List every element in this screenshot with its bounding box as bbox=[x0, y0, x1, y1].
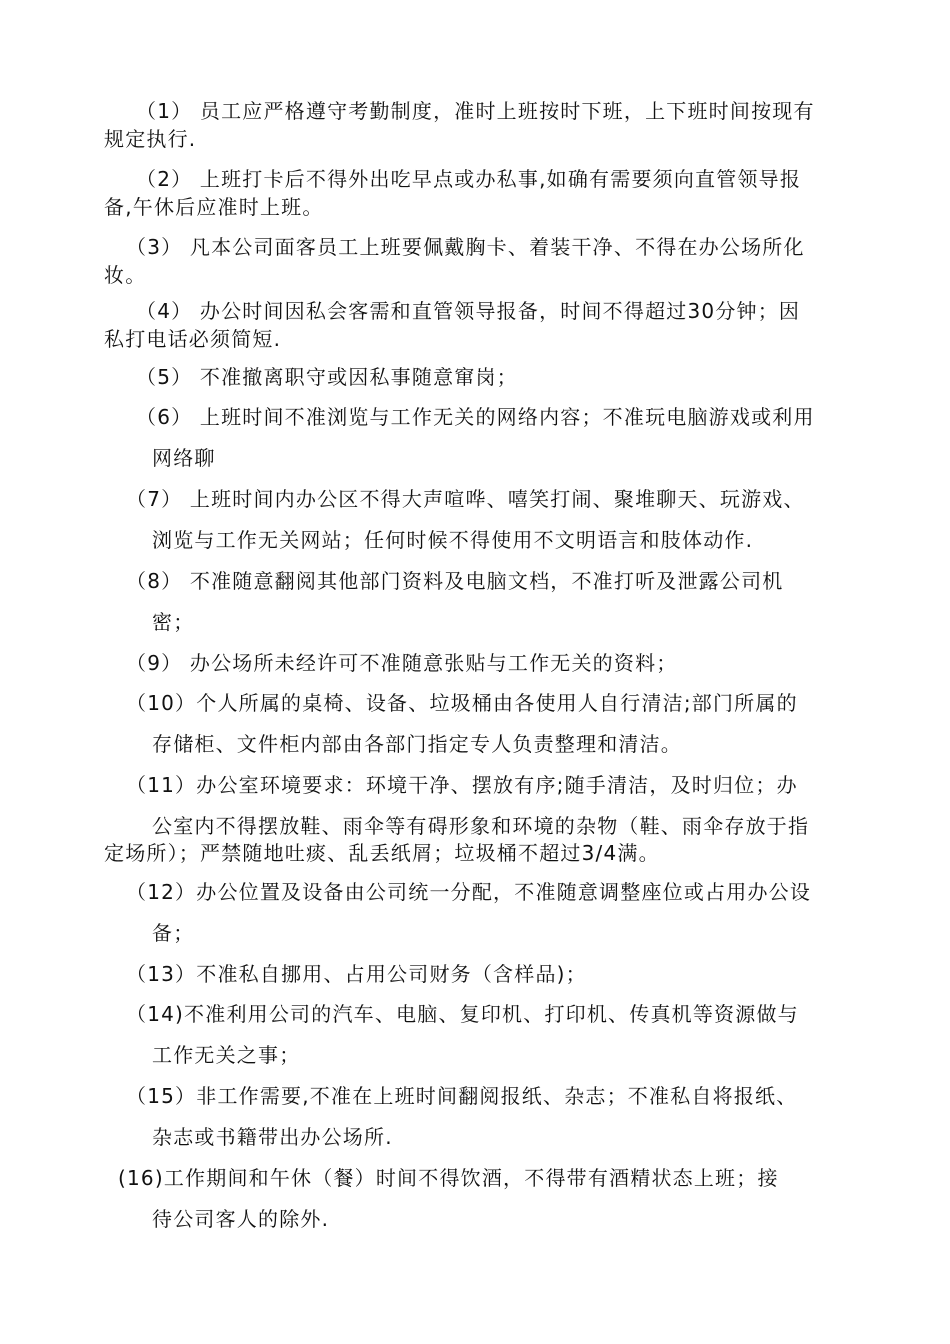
rule-13-line-1: （13）不准私自挪用、占用公司财务（含样品)； bbox=[126, 962, 587, 986]
rule-11-line-3: 定场所）；严禁随地吐痰、乱丢纸屑；垃圾桶不超过3/4满。 bbox=[104, 841, 660, 865]
rule-7-line-1: （7） 上班时间内办公区不得大声喧哗、嘻笑打闹、聚堆聊天、玩游戏、 bbox=[126, 487, 805, 511]
rule-8-line-1: （8） 不准随意翻阅其他部门资料及电脑文档，不准打听及泄露公司机 bbox=[126, 569, 784, 593]
rule-16-line-2: 待公司客人的除外. bbox=[152, 1207, 330, 1231]
rule-9-line-1: （9） 办公场所未经许可不准随意张贴与工作无关的资料； bbox=[126, 651, 678, 675]
rule-4-line-1: （4） 办公时间因私会客需和直管领导报备，时间不得超过30分钟；因 bbox=[136, 299, 801, 323]
rule-1-line-1: （1） 员工应严格遵守考勤制度，准时上班按时下班，上下班时间按现有 bbox=[136, 99, 815, 123]
rule-5-line-1: （5） 不准撤离职守或因私事随意窜岗； bbox=[136, 365, 518, 389]
rule-11-line-1: （11）办公室环境要求：环境干净、摆放有序;随手清洁，及时归位；办 bbox=[126, 773, 798, 797]
rule-14-line-2: 工作无关之事； bbox=[152, 1043, 301, 1067]
rule-11-line-2: 公室内不得摆放鞋、雨伞等有碍形象和环境的杂物（鞋、雨伞存放于指 bbox=[152, 814, 810, 838]
rule-7-line-2: 浏览与工作无关网站；任何时候不得使用不文明语言和肢体动作. bbox=[152, 528, 754, 552]
rule-1-line-2: 规定执行. bbox=[104, 127, 197, 151]
rule-2-line-1: （2） 上班打卡后不得外出吃早点或办私事,如确有需要须向直管领导报 bbox=[136, 167, 802, 191]
rule-12-line-2: 备； bbox=[152, 921, 195, 945]
rule-10-line-1: （10）个人所属的桌椅、设备、垃圾桶由各使用人自行清洁;部门所属的 bbox=[126, 691, 798, 715]
rule-3-line-1: （3） 凡本公司面客员工上班要佩戴胸卡、着装干净、不得在办公场所化 bbox=[126, 235, 805, 259]
rule-6-line-2: 网络聊 bbox=[152, 446, 216, 470]
rule-15-line-1: （15）非工作需要,不准在上班时间翻阅报纸、杂志；不准私自将报纸、 bbox=[126, 1084, 798, 1108]
rule-4-line-2: 私打电话必须简短. bbox=[104, 327, 282, 351]
rule-3-line-2: 妆。 bbox=[104, 263, 147, 287]
rule-12-line-1: （12）办公位置及设备由公司统一分配，不准随意调整座位或占用办公设 bbox=[126, 880, 812, 904]
rule-16-line-1: (16)工作期间和午休（餐）时间不得饮酒，不得带有酒精状态上班；接 bbox=[118, 1166, 779, 1190]
rule-6-line-1: （6） 上班时间不准浏览与工作无关的网络内容；不准玩电脑游戏或利用 bbox=[136, 405, 815, 429]
rule-15-line-2: 杂志或书籍带出办公场所. bbox=[152, 1125, 393, 1149]
rule-10-line-2: 存储柜、文件柜内部由各部门指定专人负责整理和清洁。 bbox=[152, 732, 682, 756]
rule-8-line-2: 密； bbox=[152, 610, 195, 634]
rule-14-line-1: （14)不准利用公司的汽车、电脑、复印机、打印机、传真机等资源做与 bbox=[126, 1002, 799, 1026]
rule-2-line-2: 备,午休后应准时上班。 bbox=[104, 195, 324, 219]
